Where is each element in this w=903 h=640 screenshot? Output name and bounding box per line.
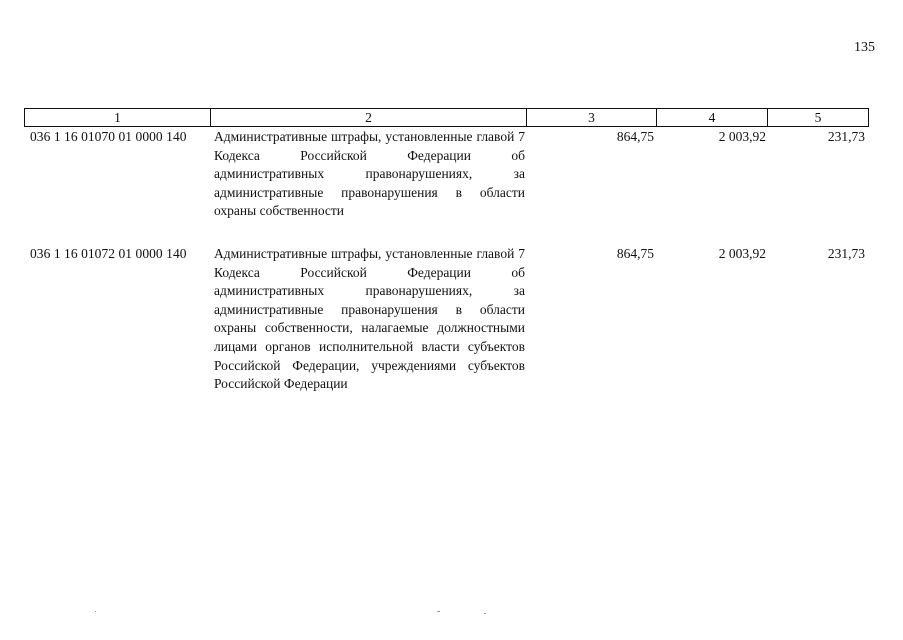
header-cell-1: 1 <box>25 109 211 127</box>
column-number-header <box>24 108 869 127</box>
header-row <box>25 109 869 127</box>
header-cell-2: 2 <box>211 109 527 127</box>
value-col-3: 864,75 <box>616 246 654 261</box>
header-cell-4: 4 <box>657 109 768 127</box>
header-cell-3: 3 <box>527 109 657 127</box>
scan-speck <box>484 613 486 614</box>
value-col-5: 231,73 <box>827 246 865 261</box>
row-description: Административные штрафы, установленные главой 7 Кодекса Российской Федерации об административных правонарушениях, за административные правонарушения в области охраны собственности, налагаемые должностными лицами органов исполнительной власти субъектов Российской Федерации, учреждениями субъектов Российской Федерации <box>214 246 525 392</box>
scan-speck <box>437 611 440 612</box>
scan-speck <box>95 611 96 612</box>
row-description: Административные штрафы, установленные главой 7 Кодекса Российской Федерации об административных правонарушениях, за административные правонарушения в области охраны собственности <box>214 129 525 219</box>
value-col-4: 2 003,92 <box>718 129 766 144</box>
budget-code: 036 1 16 01072 01 0000 140 <box>30 246 187 261</box>
header-cell-5: 5 <box>768 109 869 127</box>
page-number: 135 <box>854 40 875 55</box>
budget-code: 036 1 16 01070 01 0000 140 <box>30 129 187 144</box>
value-col-5: 231,73 <box>827 129 865 144</box>
value-col-3: 864,75 <box>616 129 654 144</box>
value-col-4: 2 003,92 <box>718 246 766 261</box>
